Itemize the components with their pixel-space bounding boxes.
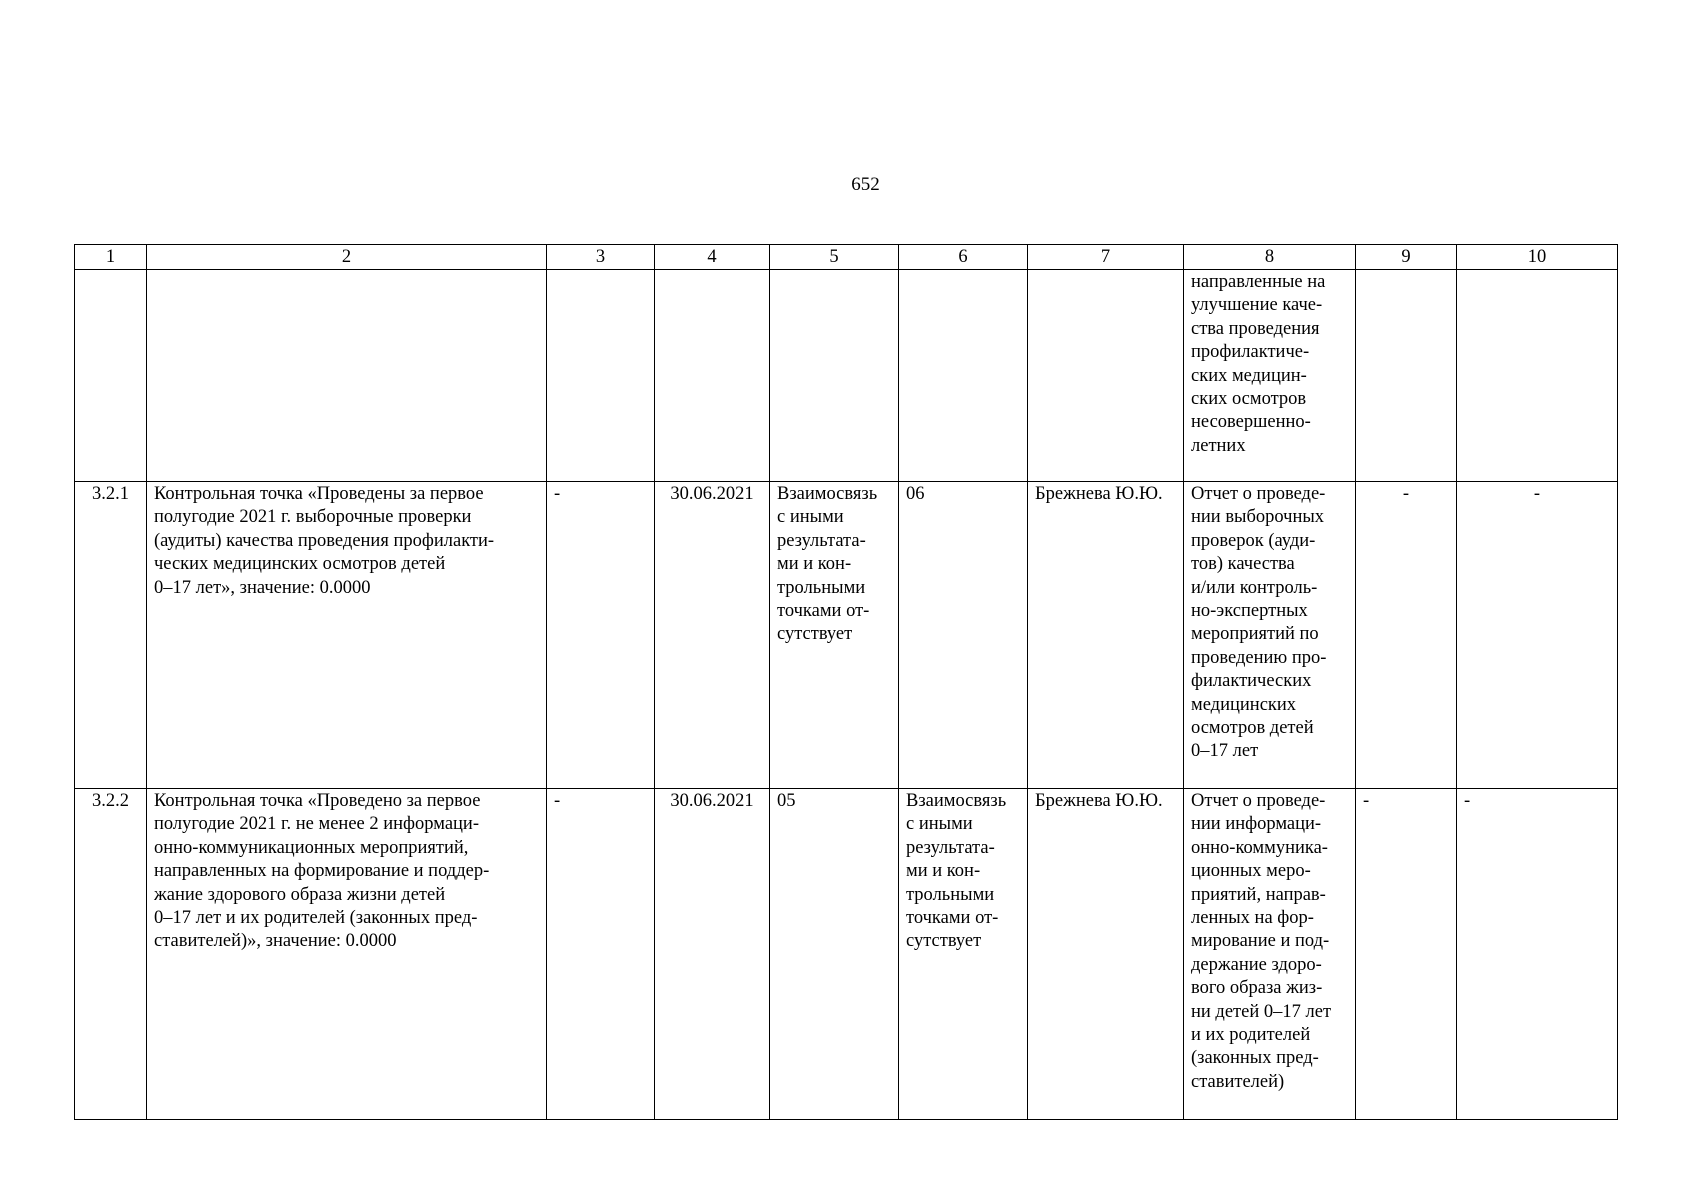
header-row [75, 245, 1618, 270]
cell-relation [770, 482, 899, 789]
column-header-10: 10 [1457, 245, 1618, 270]
text-line: трольными [777, 577, 866, 598]
cell-col3: - [547, 789, 655, 1120]
cell-date: 30.06.2021 [655, 789, 770, 1120]
text-line: мирование и под- [1191, 931, 1330, 952]
text-line: нии выборочных [1191, 507, 1325, 528]
cell-col10: - [1457, 482, 1618, 789]
text-line: летних [1191, 435, 1246, 456]
cell-code: 06 [899, 482, 1028, 789]
text-line: полугодие 2021 г. выборочные проверки [154, 507, 472, 528]
text-line: 0–17 лет и их родителей (законных пред- [154, 908, 478, 929]
text-line: (законных пред- [1191, 1048, 1319, 1069]
text-line: ческих медицинских осмотров детей [154, 554, 446, 575]
cell-col5 [770, 270, 899, 482]
text-line: тов) качества [1191, 554, 1295, 575]
text-line: проверок (ауди- [1191, 530, 1316, 551]
text-line: держание здоро- [1191, 954, 1322, 975]
cell-date: 30.06.2021 [655, 482, 770, 789]
text-line: и/или контроль- [1191, 577, 1318, 598]
cell-col6 [899, 270, 1028, 482]
column-header-4: 4 [655, 245, 770, 270]
cell-description [147, 270, 547, 482]
text-line: точками от- [906, 908, 999, 929]
text-line: приятий, направ- [1191, 884, 1326, 905]
text-line: ционных меро- [1191, 861, 1311, 882]
text-line: жание здорового образа жизни детей [154, 884, 446, 905]
text-line: точками от- [777, 601, 870, 622]
text-line: ставителей)», значение: 0.0000 [154, 931, 397, 952]
text-line: и их родителей [1191, 1025, 1311, 1046]
column-header-1: 1 [75, 245, 147, 270]
text-line: ленных на фор- [1191, 908, 1314, 929]
text-line: с иными [777, 507, 844, 528]
text-line: онно-коммуника- [1191, 837, 1328, 858]
text-line: результата- [777, 530, 866, 551]
cell-result [1184, 482, 1356, 789]
text-line: Отчет о проведе- [1191, 791, 1326, 811]
column-header-8: 8 [1184, 245, 1356, 270]
cell-col3 [547, 270, 655, 482]
text-line: вого образа жиз- [1191, 978, 1323, 999]
text-line: нии информаци- [1191, 814, 1322, 835]
cell-number [75, 270, 147, 482]
text-line: ских медицин- [1191, 365, 1307, 386]
cell-col9: - [1356, 789, 1457, 1120]
page-number: 652 [851, 174, 880, 195]
table-row-3-2-2 [75, 789, 1618, 1120]
column-header-9: 9 [1356, 245, 1457, 270]
text-line: ни детей 0–17 лет [1191, 1001, 1332, 1022]
cell-date [655, 270, 770, 482]
text-line: филактических [1191, 671, 1312, 692]
text-line: Контрольная точка «Проведено за первое [154, 791, 481, 811]
cell-description [147, 482, 547, 789]
text-line: но-экспертных [1191, 601, 1308, 622]
text-line: (аудиты) качества проведения профилакти- [154, 530, 495, 551]
text-line: ставителей) [1191, 1071, 1285, 1092]
cell-code: 05 [770, 789, 899, 1120]
text-line: медицинских [1191, 694, 1297, 715]
text-line: полугодие 2021 г. не менее 2 информаци- [154, 814, 479, 835]
column-header-3: 3 [547, 245, 655, 270]
cell-relation [899, 789, 1028, 1120]
text-line: трольными [906, 884, 995, 905]
column-header-2: 2 [147, 245, 547, 270]
plan-table [74, 244, 1618, 1120]
cell-result [1184, 270, 1356, 482]
cell-col3: - [547, 482, 655, 789]
text-line: несовершенно- [1191, 412, 1311, 433]
text-line: сутствует [777, 624, 853, 645]
text-line: проведению про- [1191, 647, 1327, 668]
cell-description [147, 789, 547, 1120]
cell-responsible: Брежнева Ю.Ю. [1028, 789, 1184, 1120]
text-line: направленных на формирование и поддер- [154, 861, 490, 882]
text-line: ских осмотров [1191, 389, 1307, 410]
table-row-3-2-1 [75, 482, 1618, 789]
cell-col9: - [1356, 482, 1457, 789]
text-line: осмотров детей [1191, 718, 1314, 739]
column-header-5: 5 [770, 245, 899, 270]
column-header-6: 6 [899, 245, 1028, 270]
cell-responsible: Брежнева Ю.Ю. [1028, 482, 1184, 789]
text-line: ства проведения [1191, 318, 1320, 339]
text-line: Взаимосвязь [777, 484, 878, 504]
text-line: улучшение каче- [1191, 295, 1323, 316]
text-line: 0–17 лет», значение: 0.0000 [154, 577, 371, 598]
cell-number: 3.2.1 [75, 482, 147, 789]
text-line: 0–17 лет [1191, 741, 1259, 762]
cell-result [1184, 789, 1356, 1120]
cell-col10 [1457, 270, 1618, 482]
cell-col9 [1356, 270, 1457, 482]
text-line: Отчет о проведе- [1191, 484, 1326, 504]
text-line: направленные на [1191, 272, 1326, 292]
text-line: результата- [906, 837, 995, 858]
text-line: ми и кон- [906, 861, 981, 882]
text-line: сутствует [906, 931, 982, 952]
column-header-7: 7 [1028, 245, 1184, 270]
cell-col10: - [1457, 789, 1618, 1120]
text-line: с иными [906, 814, 973, 835]
table-row-continuation [75, 270, 1618, 482]
text-line: Контрольная точка «Проведены за первое [154, 484, 484, 504]
text-line: профилактиче- [1191, 342, 1310, 363]
text-line: Взаимосвязь [906, 791, 1007, 811]
text-line: ми и кон- [777, 554, 852, 575]
text-line: мероприятий по [1191, 624, 1319, 645]
cell-number: 3.2.2 [75, 789, 147, 1120]
cell-responsible [1028, 270, 1184, 482]
text-line: онно-коммуникационных мероприятий, [154, 837, 469, 858]
